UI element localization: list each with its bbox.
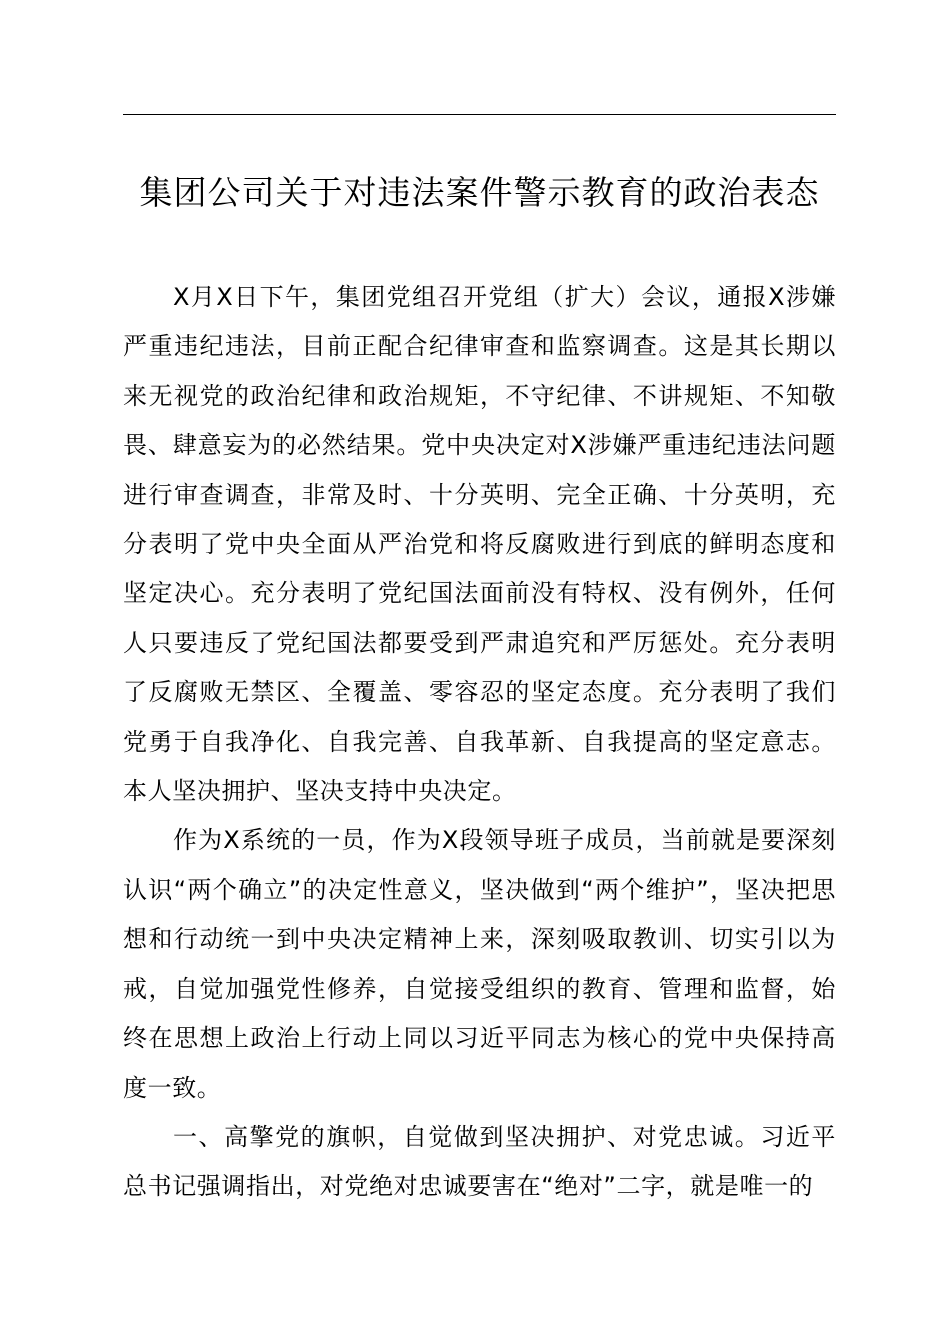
paragraph-2: 作为X系统的一员，作为X段领导班子成员，当前就是要深刻认识“两个确立”的决定性意义，坚决做到“两个维护”，坚决把思想和行动统一到中央决定精神上来，深刻吸取教训、切实引以为戒，自觉加强党性修养，自觉接受组织的教育、管理和监督，始终在思想上政治上行动上同以习近平同志为核心的党中央保持高度一致。 [123, 826, 836, 1102]
document-title: 集团公司关于对违法案件警示教育的政治表态 [139, 173, 820, 212]
document-body [123, 273, 836, 1212]
paragraph-1: X月X日下午，集团党组召开党组（扩大）会议，通报X涉嫌严重违纪违法，目前正配合纪律审查和监察调查。这是其长期以来无视党的政治纪律和政治规矩，不守纪律、不讲规矩、不知敬畏、肆意妄为的必然结果。党中央决定对X涉嫌严重违纪违法问题进行审查调查，非常及时、十分英明、完全正确、十分英明，充分表明了党中央全面从严治党和将反腐败进行到底的鲜明态度和坚定决心。充分表明了党纪国法面前没有特权、没有例外，任何人只要违反了党纪国法都要受到严肃追究和严厉惩处。充分表明了反腐败无禁区、全覆盖、零容忍的坚定态度。充分表明了我们党勇于自我净化、自我完善、自我革新、自我提高的坚定意志。本人坚决拥护、坚决支持中央决定。 [123, 283, 836, 806]
header-rule [123, 114, 836, 115]
paragraph-3: 一、高擎党的旗帜，自觉做到坚决拥护、对党忠诚。习近平总书记强调指出，对党绝对忠诚要害在“绝对”二字，就是唯一的 [123, 1122, 836, 1201]
